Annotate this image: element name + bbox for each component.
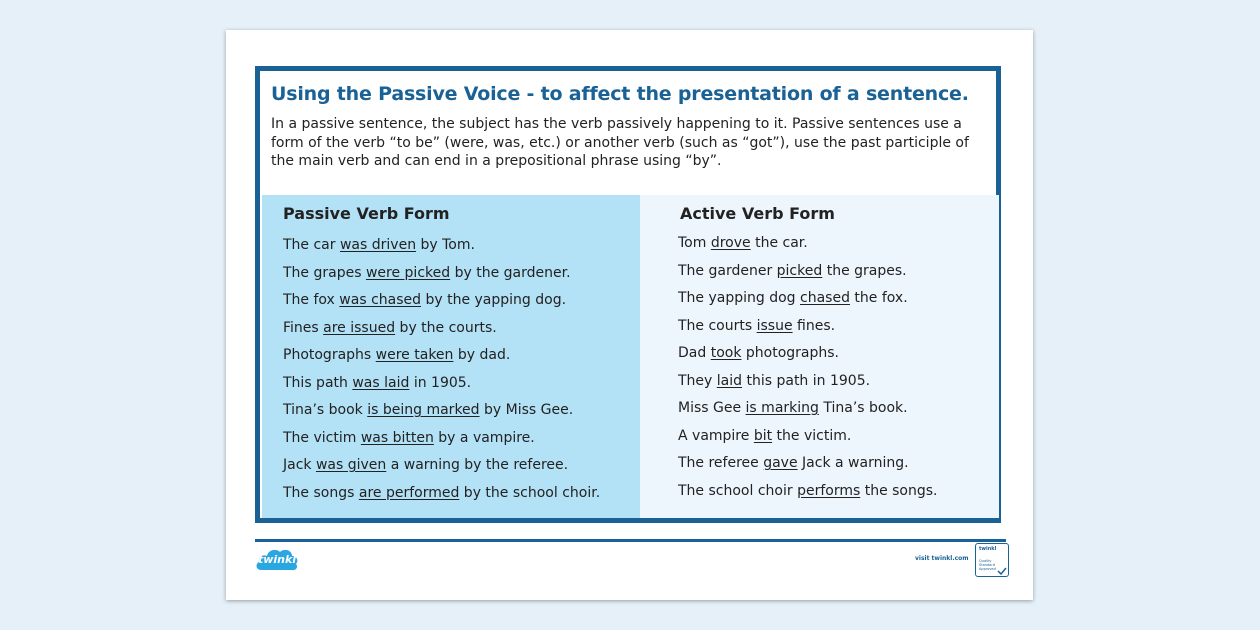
passive-verb: are performed [358, 484, 460, 501]
passive-sentence: The grapes were picked by the gardener. [283, 264, 571, 281]
active-verb: issue [756, 317, 793, 334]
active-verb: performs [797, 482, 861, 499]
passive-sentence: Photographs were taken by dad. [283, 347, 511, 363]
badge-title: twinkl [979, 546, 997, 552]
passive-sentence: The victim was bitten by a vampire. [283, 429, 535, 446]
passive-heading: Passive Verb Form [283, 204, 450, 223]
passive-sentence: The songs are performed by the school choir. [283, 484, 601, 501]
active-sentence: The yapping dog chased the fox. [678, 290, 908, 306]
passive-sentence: Fines are issued by the courts. [283, 319, 497, 336]
passive-list [283, 237, 600, 512]
active-column [640, 195, 999, 518]
active-verb: drove [710, 235, 751, 251]
quality-badge [975, 543, 1009, 577]
active-verb: bit [753, 427, 773, 444]
active-verb: laid [716, 372, 743, 389]
twinkl-logo[interactable] [255, 546, 299, 572]
passive-verb: is being marked [367, 402, 480, 418]
active-sentence: They laid this path in 1905. [678, 372, 871, 389]
logo-text: twinkl [257, 553, 297, 566]
passive-sentence: The car was driven by Tom. [283, 237, 475, 253]
passive-verb: are issued [323, 319, 396, 336]
passive-sentence: The fox was chased by the yapping dog. [283, 292, 567, 308]
active-verb: is marking [745, 400, 819, 416]
content-frame [255, 66, 1001, 523]
page-title: Using the Passive Voice - to affect the presentation of a sentence. [271, 83, 969, 105]
active-sentence: Miss Gee is marking Tina’s book. [678, 400, 908, 416]
active-sentence: A vampire bit the victim. [678, 427, 852, 444]
passive-verb: was driven [339, 237, 417, 253]
active-sentence: Tom drove the car. [678, 235, 808, 251]
checkmark-icon [997, 567, 1007, 575]
passive-sentence: Jack was given a warning by the referee. [283, 457, 569, 473]
passive-verb: were taken [375, 347, 454, 363]
worksheet-page [226, 30, 1033, 600]
passive-sentence: This path was laid in 1905. [283, 374, 472, 391]
footer-divider [255, 539, 1006, 542]
passive-sentence: Tina’s book is being marked by Miss Gee. [283, 402, 574, 418]
active-sentence: The referee gave Jack a warning. [678, 455, 909, 471]
active-sentence: The courts issue fines. [678, 317, 836, 334]
visit-link[interactable]: visit twinkl.com [915, 555, 969, 562]
active-heading: Active Verb Form [680, 204, 835, 223]
passive-verb: were picked [365, 264, 451, 281]
passive-verb: was laid [352, 374, 410, 391]
passive-verb: was given [315, 457, 387, 473]
active-verb: took [710, 345, 742, 361]
passive-column [262, 195, 640, 518]
active-sentence: The gardener picked the grapes. [678, 262, 907, 279]
passive-verb: was bitten [360, 429, 434, 446]
active-list [678, 235, 938, 510]
active-verb: picked [776, 262, 823, 279]
active-sentence: Dad took photographs. [678, 345, 839, 361]
passive-verb: was chased [339, 292, 422, 308]
intro-paragraph: In a passive sentence, the subject has the verb passively happening to it. Passive sentences use a form of the verb “to be” (were, was, etc.) or another verb (such as “got”), use the past participle of the main verb and can end in a prepositional phrase using “by”. [271, 116, 969, 169]
active-verb: gave [763, 455, 798, 471]
badge-subtitle: Quality Standard Approved [979, 559, 996, 571]
active-verb: chased [800, 290, 850, 306]
active-sentence: The school choir performs the songs. [678, 482, 938, 499]
